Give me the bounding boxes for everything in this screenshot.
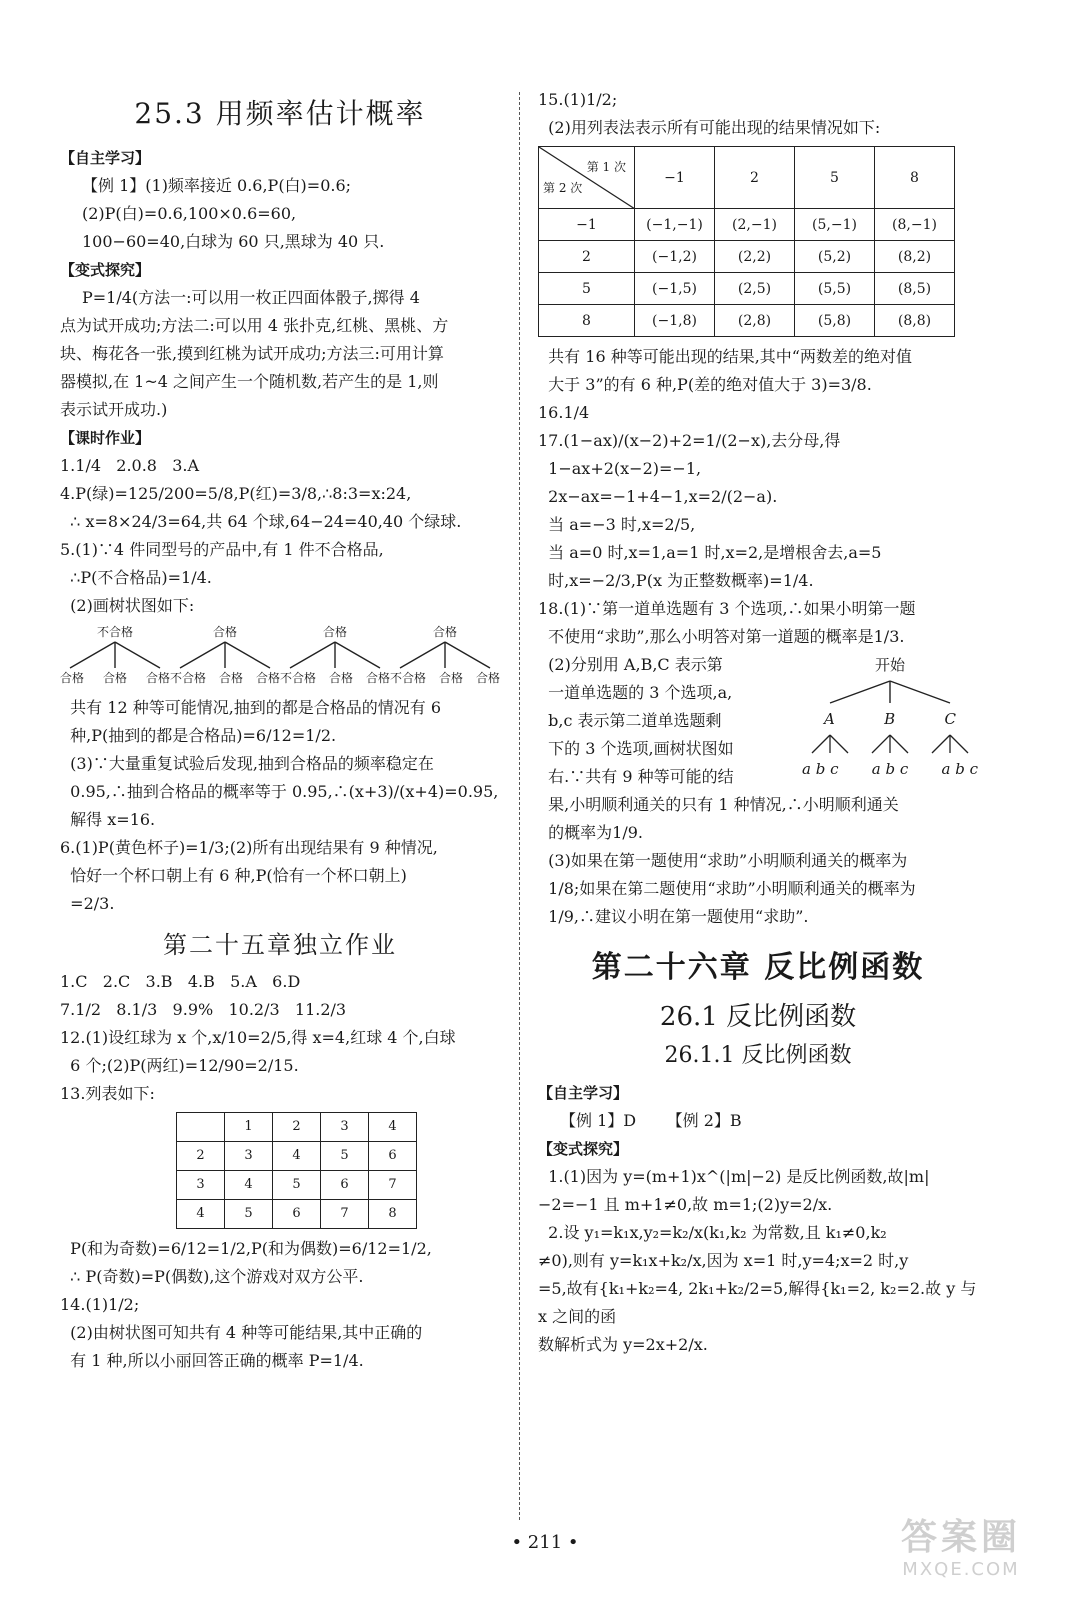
outcome-table [538,146,955,337]
abc-tree-leaf-branches [802,733,978,755]
table-cell: −1 [539,209,635,241]
tree-leaf: 合格 [255,671,280,685]
table-cell: 2 [177,1142,225,1171]
tree-leaf: 不合格 [280,671,317,685]
table-cell: 8 [539,305,635,337]
answer-line: 14.(1)1/2; [60,1295,140,1314]
table-cell: 8 [369,1200,417,1229]
tree-leaves [280,670,390,686]
zizhu-line: 【例 1】D 【例 2】B [560,1111,742,1130]
answer-line: 有 1 种,所以小丽回答正确的概率 P=1/4. [60,1351,364,1370]
bianshi-line: 表示试开成功.) [60,400,168,419]
table-row [177,1113,417,1142]
keshi-line: 1.1/4 2.0.8 3.A [60,456,200,475]
answer-line: 解得 x=16. [60,810,156,829]
abc-tree-diagram [802,651,978,783]
table-cell: 3 [177,1171,225,1200]
tree-group [60,624,170,686]
answer-line: 6.(1)P(黄色杯子)=1/3;(2)所有出现结果有 9 种情况, [60,838,438,857]
abc-branch: B [884,710,896,728]
tree-branches [170,640,280,670]
answer-line: 果,小明顺利通关的只有 1 种情况,∴小明顺利通关 [538,795,899,814]
answer-line: 17.(1−ax)/(x−2)+2=1/(2−x),去分母,得 [538,431,841,450]
table-cell: 5 [539,273,635,305]
bianshi-line: −2=−1 且 m+1≠0,故 m=1;(2)y=2/x. [538,1195,833,1214]
subsection-title: 26.1.1 反比例函数 [664,1043,852,1068]
bianshi-label: 【变式探究】 [538,1140,629,1158]
table-cell [177,1113,225,1142]
table-row [539,241,955,273]
zizhu-label: 【自主学习】 [60,149,151,167]
answer-line: 16.1/4 [538,403,590,422]
tree-leaf: 不合格 [390,671,427,685]
table-cell: 2 [273,1113,321,1142]
table-cell: (5,8) [795,305,875,337]
tree-branches [280,640,390,670]
answer-line: 大于 3”的有 6 种,P(差的绝对值大于 3)=3/8. [538,375,872,394]
bianshi-line: 器模拟,在 1~4 之间产生一个随机数,若产生的是 1,则 [60,372,439,391]
table-cell: 7 [321,1200,369,1229]
corner-bottom-label: 第 2 次 [543,181,583,195]
keshi-line: ∴ x=8×24/3=64,共 64 个球,64−24=40,40 个绿球. [60,512,462,531]
answer-line: 当 a=−3 时,x=2/5, [538,515,696,534]
table-cell: (−1,5) [635,273,715,305]
corner-top-label: 第 1 次 [586,160,626,174]
answer-line: (2)由树状图可知共有 4 种等可能结果,其中正确的 [60,1323,423,1342]
abc-branch: A [824,710,835,728]
table-cell: 5 [225,1200,273,1229]
answer-line: 13.列表如下: [60,1084,155,1103]
tree-leaves [60,670,170,686]
table-cell: 2 [539,241,635,273]
keshi-line: 4.P(绿)=125/200=5/8,P(红)=3/8,∴8:3=x:24, [60,484,412,503]
table-row [539,209,955,241]
tree-branches [60,640,170,670]
bianshi-line: 点为试开成功;方法二:可以用 4 张扑克,红桃、黑桃、方 [60,316,449,335]
table-cell: (−1,−1) [635,209,715,241]
section-title: 26.1 反比例函数 [659,1002,857,1032]
tree-root: 合格 [212,625,237,639]
tree-branches [390,640,500,670]
zizhu-line: (2)P(白)=0.6,100×0.6=60, [82,204,297,223]
sum-table [176,1112,417,1229]
table-cell: 3 [321,1113,369,1142]
section-title: 25.3 用频率估计概率 [134,97,426,130]
answer-line: 1/9,∴建议小明在第一题使用“求助”. [538,907,809,926]
table-cell: (2,2) [715,241,795,273]
answer-line: 一道单选题的 3 个选项,a, [538,683,733,702]
abc-tree-top-branches [802,679,978,705]
table-header-cell: 5 [795,147,875,209]
abc-leaf-group: a b c [941,760,978,778]
answer-line: 下的 3 个选项,画树状图如 [538,739,734,758]
bianshi-line: 数解析式为 y=2x+2/x. [538,1335,708,1354]
answer-line: (2)用列表法表示所有可能出现的结果情况如下: [538,118,881,137]
table-cell: 3 [225,1142,273,1171]
table-cell: 5 [321,1142,369,1171]
table-row [539,273,955,305]
q18-block [538,651,978,791]
bianshi-line: ≠0),则有 y=k₁x+k₂/x,因为 x=1 时,y=4;x=2 时,y [538,1251,909,1270]
table-cell: (5,5) [795,273,875,305]
tree-diagram [60,624,500,686]
tree-leaf: 合格 [365,671,390,685]
table-cell: (2,8) [715,305,795,337]
tree-leaf: 不合格 [170,671,207,685]
table-cell: (8,5) [875,273,955,305]
table-cell: 6 [273,1200,321,1229]
answer-line: 18.(1)∵第一道单选题有 3 个选项,∴如果小明第一题 [538,599,916,618]
answer-line: 不使用“求助”,那么小明答对第一道题的概率是1/3. [538,627,905,646]
abc-tree-root: 开始 [874,656,905,674]
watermark-bottom: MXQE.COM [902,1559,1020,1580]
answer-line: 1−ax+2(x−2)=−1, [538,459,702,478]
table-header-cell: 8 [875,147,955,209]
tree-root: 合格 [432,625,457,639]
tree-leaf: 合格 [60,671,85,685]
table-row [177,1142,417,1171]
table-header-cell: 2 [715,147,795,209]
table-cell: 5 [273,1171,321,1200]
tree-group [390,624,500,686]
table-row [539,305,955,337]
answer-line: 当 a=0 时,x=1,a=1 时,x=2,是增根舍去,a=5 [538,543,882,562]
keshi-label: 【课时作业】 [60,429,151,447]
answer-line: 的概率为1/9. [538,823,644,842]
table-cell: (5,−1) [795,209,875,241]
table-cell: (8,−1) [875,209,955,241]
tree-group [170,624,280,686]
tree-group [280,624,390,686]
answer-line: 时,x=−2/3,P(x 为正整数概率)=1/4. [538,571,814,590]
answer-line: 12.(1)设红球为 x 个,x/10=2/5,得 x=4,红球 4 个,白球 [60,1028,456,1047]
table-cell: 6 [369,1142,417,1171]
table-cell: 6 [321,1171,369,1200]
abc-tree-branches [802,705,978,733]
table-row [177,1171,417,1200]
tree-leaves [170,670,280,686]
table-cell: 4 [225,1171,273,1200]
table-cell: (−1,2) [635,241,715,273]
tree-leaves [390,670,500,686]
bianshi-line: =5,故有{k₁+k₂=4, 2k₁+k₂/2=5,解得{k₁=2, k₂=2.故 y 与 x 之间的函 [538,1279,982,1326]
answer-line: =2/3. [60,894,115,913]
answer-line: 6 个;(2)P(两红)=12/90=2/15. [60,1056,299,1075]
keshi-line: ∴P(不合格品)=1/4. [60,568,212,587]
table-header-cell: −1 [635,147,715,209]
tree-leaf: 合格 [102,671,127,685]
answer-line: (3)∵大量重复试验后发现,抽到合格品的频率稳定在 [60,754,434,773]
zizhu-line: 100−60=40,白球为 60 只,黑球为 40 只. [82,232,385,251]
answer-line: 右.∵共有 9 种等可能的结 [538,767,734,786]
table-cell: (2,5) [715,273,795,305]
answer-line: 1/8;如果在第二题使用“求助”小明顺利通关的概率为 [538,879,916,898]
table-row [177,1200,417,1229]
watermark-logo [876,1516,1046,1586]
answer-line: ∴ P(奇数)=P(偶数),这个游戏对双方公平. [60,1267,364,1286]
table-cell: 1 [225,1113,273,1142]
tree-leaf: 合格 [438,671,463,685]
abc-branch: C [944,710,956,728]
answer-line: (2)分别用 A,B,C 表示第 [538,655,723,674]
column-divider [519,92,520,1520]
table-corner-cell [539,147,635,209]
table-cell: (8,2) [875,241,955,273]
answer-line: 7.1/2 8.1/3 9.9% 10.2/3 11.2/3 [60,1000,347,1019]
table-cell: 7 [369,1171,417,1200]
answer-line: 0.95,∴抽到合格品的概率等于 0.95,∴(x+3)/(x+4)=0.95, [60,782,499,801]
table-cell: (8,8) [875,305,955,337]
independent-work-title: 第二十五章独立作业 [163,931,397,959]
zizhu-line: 【例 1】(1)频率接近 0.6,P(白)=0.6; [82,176,352,195]
answer-line: 15.(1)1/2; [538,90,618,109]
table-cell: (−1,8) [635,305,715,337]
chapter-title: 第二十六章 反比例函数 [591,950,925,985]
answer-line: 2x−ax=−1+4−1,x=2/(2−a). [538,487,778,506]
answer-line: 种,P(抽到的都是合格品)=6/12=1/2. [60,726,337,745]
table-cell: (5,2) [795,241,875,273]
answer-line: P(和为奇数)=6/12=1/2,P(和为偶数)=6/12=1/2, [60,1239,432,1258]
tree-leaf: 合格 [145,671,170,685]
right-column [538,86,982,1530]
answer-line: 1.C 2.C 3.B 4.B 5.A 6.D [60,972,301,991]
tree-leaf: 合格 [475,671,500,685]
abc-leaf-group: a b c [871,760,909,778]
keshi-line: (2)画树状图如下: [60,596,195,615]
tree-leaf: 合格 [218,671,243,685]
answer-line: 共有 12 种等可能情况,抽到的都是合格品的情况有 6 [60,698,442,717]
table-cell: (2,−1) [715,209,795,241]
answer-line: 共有 16 种等可能出现的结果,其中“两数差的绝对值 [538,347,912,366]
bianshi-line: 块、梅花各一张,摸到红桃为试开成功;方法三:可用计算 [60,344,444,363]
bianshi-line: 2.设 y₁=k₁x,y₂=k₂/x(k₁,k₂ 为常数,且 k₁≠0,k₂ [538,1223,887,1242]
tree-root: 不合格 [96,625,133,639]
watermark-top: 答案圈 [900,1517,1021,1558]
keshi-line: 5.(1)∵4 件同型号的产品中,有 1 件不合格品, [60,540,384,559]
bianshi-label: 【变式探究】 [60,261,151,279]
table-header-row [539,147,955,209]
table-cell: 4 [273,1142,321,1171]
bianshi-line: 1.(1)因为 y=(m+1)x^(|m|−2) 是反比例函数,故|m| [538,1167,930,1186]
tree-root: 合格 [322,625,347,639]
table-cell: 4 [177,1200,225,1229]
abc-tree-leaves [802,755,978,783]
table-cell: 4 [369,1113,417,1142]
left-column [60,86,500,1530]
tree-leaf: 合格 [328,671,353,685]
page-number: • 211 • [511,1532,579,1553]
answer-line: 恰好一个杯口朝上有 6 种,P(恰有一个杯口朝上) [60,866,407,885]
zizhu-label: 【自主学习】 [538,1084,629,1102]
answer-line: b,c 表示第二道单选题剩 [538,711,722,730]
abc-leaf-group: a b c [802,760,839,778]
bianshi-line: P=1/4(方法一:可以用一枚正四面体骰子,掷得 4 [82,288,420,307]
answer-line: (3)如果在第一题使用“求助”小明顺利通关的概率为 [538,851,908,870]
